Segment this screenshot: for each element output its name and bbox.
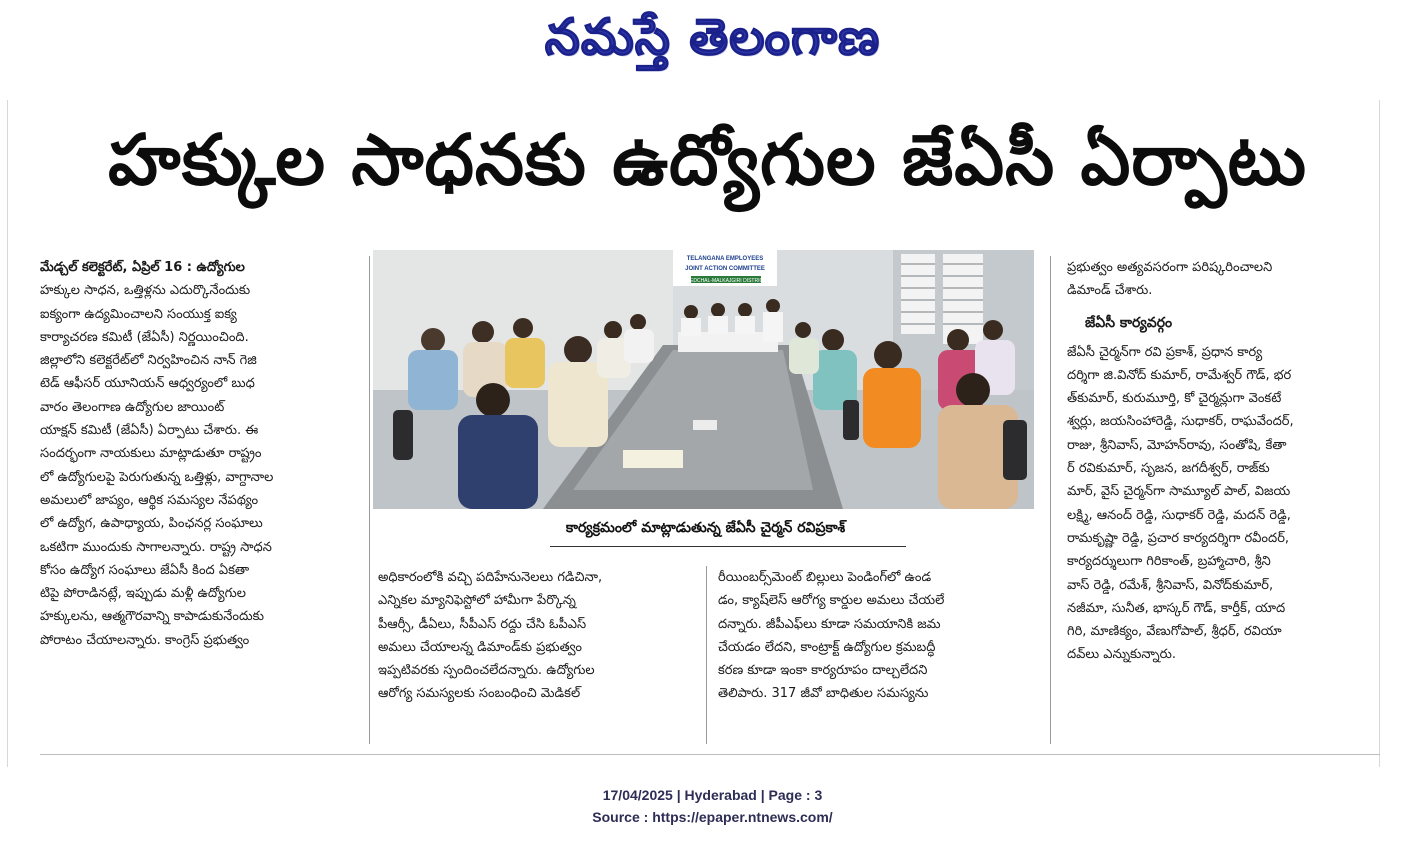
article-line: అమలు చేయాలన్న డిమాండ్‌కు ప్రభుత్వం [378,639,582,655]
article-line: రీయింబర్స్‌మెంట్ బిల్లులు పెండింగ్‌లో ఉండ [718,570,932,585]
article-line: కార్యాచరణ కమిటీ (జేఏసీ) నిర్ణయించింది. [40,329,249,345]
article-line: కార్యదర్శులుగా గిరికాంత్, బ్రహ్మాచారి, శ్రీని [1067,554,1271,570]
article-line: మేడ్చల్ కలెక్టరేట్, ఏప్రిల్ 16 : ఉద్యోగుల [40,260,245,275]
article-line: ఆరోగ్య సమస్యలకు సంబంధించి మెడికల్ [378,686,581,702]
article-line: సందర్భంగా నాయకులు మాట్లాడుతూ రాష్ట్రం [40,446,262,462]
article-line: అధికారంలోకి వచ్చి పదిహేనునెలలు గడిచినా, [378,570,603,585]
article-line: రామకృష్ణా రెడ్డి, ప్రచార కార్యదర్శిగా రవీందర్, [1067,530,1290,546]
article-line: గిరి, మాణిక్యం, వేణుగోపాల్, శ్రీధర్, రవియా [1067,624,1282,640]
article-line: జిల్లాలోని కలెక్టరేట్‌లో నిర్వహించిన నాన్ గెజి [40,353,257,369]
article-line: దర్శిగా జి.వినోద్ కుమార్, రామేశ్వర్ గౌడ్, భర [1067,367,1292,383]
article-line: అమలులో జాప్యం, ఆర్థిక సమస్యల నేపథ్యం [40,492,259,508]
banner-line: JOINT ACTION COMMITTEE [685,266,765,272]
article-line: లక్ష్మి, ఆనంద్ రెడ్డి, సుధాకర్ రెడ్డి, మదన్ రెడ్డి, [1067,507,1291,523]
bottom-rule [40,754,1380,755]
masthead [0,8,1425,78]
banner-line: TELANGANA EMPLOYEES [686,256,764,262]
article-column-middle-2 [718,566,1038,741]
article-line: ఐక్యంగా ఉద్యమించాలని సంయుక్త ఐక్య [40,306,237,322]
article-line: ర్ రవికుమార్, సృజన, జగదీశ్వర్, రాజ్‌కు [1067,461,1270,477]
column-divider [369,256,370,744]
caption-underline [550,546,906,547]
article-line: దవ్‌లు ఎన్నుకున్నారు. [1067,647,1176,663]
column-divider [1050,256,1051,744]
section-subheading: జేఏసీ కార్యవర్గం [1085,314,1173,331]
column-divider [706,566,707,744]
article-line: యాక్షన్ కమిటీ (జేఏసీ) ఏర్పాటు చేశారు. ఈ [40,423,259,439]
article-line: పోరాటం చేయాలన్నారు. కాంగ్రెస్ ప్రభుత్వం [40,632,250,648]
article-line: కోసం ఉద్యోగ సంఘాలు జేఏసీ కింద ఏకతా [40,562,250,578]
article-line: కరణ కూడా ఇంకా కార్యరూపం దాల్చలేదని [718,663,928,679]
article-column-middle-1 [378,566,696,741]
article-line: దన్నారు. జీపీఎఫ్‌లు కూడా సమయానికి జమ [718,616,941,632]
article-line: నజీమా, సునీత, భాస్కర్ గౌడ్, కార్తీక్, యాద [1067,600,1286,616]
article-line: ప్రభుత్వం అత్యవసరంగా పరిష్కరించాలని [1067,260,1273,275]
article-line: డం, క్యాష్‌లెస్ ఆరోగ్య కార్డుల అమలు చేయలే [718,593,945,609]
article-line: డిమాండ్ చేశారు. [1067,283,1153,299]
article-line: ఎన్నికల మ్యానిఫెస్టోలో హామీగా పేర్కొన్న [378,593,576,609]
article-line: త్‌కుమార్, కురుమూర్తి, కో చైర్మన్లుగా వెంకటే [1067,391,1282,407]
article-line: తెలిపారు. 317 జీవో బాధితుల సమస్యను [718,686,929,702]
article-column-left [40,256,362,744]
article-line: ఇప్పటివరకు స్పందించలేదన్నారు. ఉద్యోగుల [378,663,595,679]
article-line: టిపై పోరాడినట్లే, ఇప్పుడు మళ్లీ ఉద్యోగుల [40,586,246,602]
footer-date-line: 17/04/2025 | Hyderabad | Page : 3 [602,787,823,803]
article-line: హక్కుల సాధన, ఒత్తిళ్లను ఎదుర్కొనేందుకు [40,283,251,299]
article-line: లో ఉద్యోగ, ఉపాధ్యాయ, పింఛనర్ల సంఘాలు [40,516,263,532]
article-line: లో ఉద్యోగులపై పెరుగుతున్న ఒత్తిళ్లు, వాగ్దానాల [40,469,274,485]
banner-line: MEDCHAL-MALKAJGIRI DISTRICT [685,278,767,284]
article-line: టెడ్ ఆఫీసర్ యూనియన్ ఆధ్వర్యంలో బుధ [40,376,255,392]
article-line: ఒకటిగా ముందుకు సాగాలన్నారు. రాష్ట్ర సాధన [40,539,272,555]
article-line: చేయడం లేదని, కాంట్రాక్ట్ ఉద్యోగుల క్రమబద్ధీ [718,639,936,655]
article-line: హక్కులను, ఆత్మగౌరవాన్ని కాపాడుకునేందుకు [40,609,264,625]
article-line: రాజు, శ్రీనివాస్, మోహన్‌రావు, సంతోషి, కేతా [1067,437,1287,453]
article-line: శ్వర్లు, జయసింహారెడ్డి, సుధాకర్, రాఘవేందర్, [1067,414,1294,430]
article-line: వాస్ రెడ్డి, రమేశ్, శ్రీనివాస్, వినోద్‌కుమార్, [1067,577,1274,593]
article-headline: హక్కుల సాధనకు ఉద్యోగుల జేఏసీ ఏర్పాటు [108,118,1307,201]
footer-source-line: Source : https://epaper.ntnews.com/ [592,809,833,825]
article-line: మార్, వైస్ చైర్మన్‌గా సామ్యూల్ పాల్, విజయ [1067,484,1291,500]
meeting-photo-illustration [373,250,1034,509]
article-column-right [1067,256,1383,744]
article-photo [373,250,1034,509]
article-line: పీఆర్సీ, డీఏలు, సీపీఎస్ రద్దు చేసి ఓపీఎస్ [378,616,587,632]
article-line: వారం తెలంగాణ ఉద్యోగుల జాయింట్ [40,399,225,415]
photo-caption: కార్యక్రమంలో మాట్లాడుతున్న జేఏసీ చైర్మన్ రవిప్రకాశ్ [565,520,846,536]
article-line: జేఏసీ చైర్మన్‌గా రవి ప్రకాశ్, ప్రధాన కార్య [1067,344,1263,360]
newspaper-logo: నమస్తే తెలంగాణ [544,7,881,66]
